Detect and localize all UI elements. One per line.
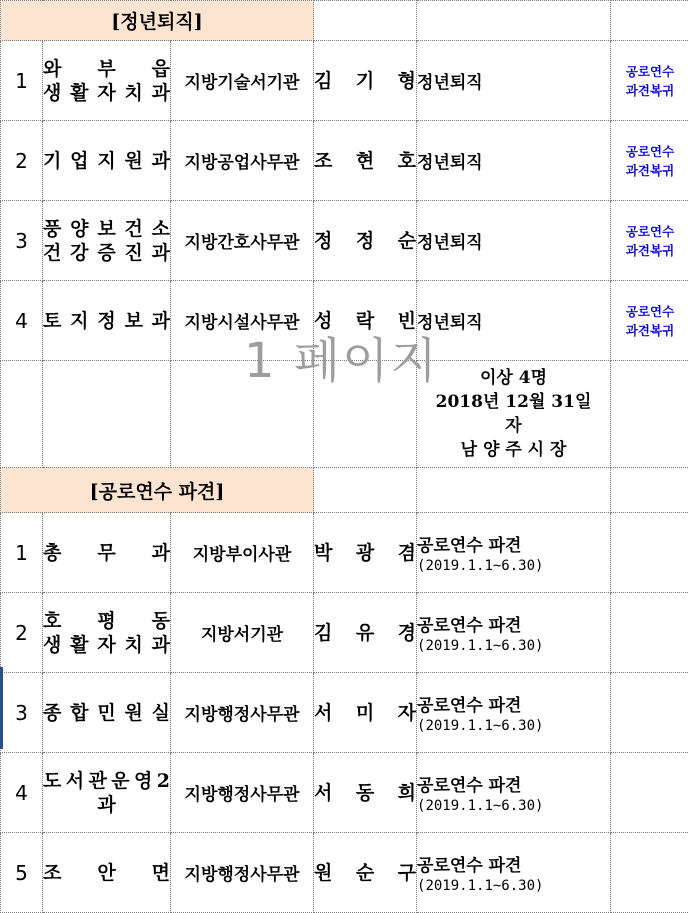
section-title[interactable]: [정년퇴직] [1, 1, 314, 41]
char: 총 [43, 541, 61, 565]
row-number[interactable]: 5 [1, 833, 43, 913]
spaced-text-line [43, 217, 170, 241]
type-label: 정년퇴직 [417, 228, 610, 253]
char: 원 [124, 701, 142, 725]
table-row [1, 753, 689, 833]
department-cell[interactable] [43, 281, 171, 361]
char: 조 [43, 861, 61, 885]
spaced-text-line [314, 701, 416, 725]
empty-cell[interactable] [171, 361, 314, 468]
department-cell[interactable] [43, 121, 171, 201]
char: 활 [70, 633, 88, 657]
char: 서 [314, 781, 332, 805]
note-line: 과견복귀 [611, 321, 689, 340]
char: 정 [97, 309, 115, 333]
empty-cell[interactable] [611, 1, 689, 41]
page-watermark: 1 페이지 [244, 322, 439, 391]
empty-cell[interactable] [611, 468, 689, 513]
name-cell[interactable] [314, 121, 417, 201]
spaced-text-line [314, 149, 416, 173]
type-label: 공로연수 파견 [417, 611, 610, 636]
spaced-text-line [43, 861, 170, 885]
rank-cell[interactable]: 지방서기관 [171, 593, 314, 673]
char: 부 [97, 57, 115, 81]
name-cell[interactable] [314, 201, 417, 281]
spaced-text-line [43, 309, 170, 333]
char: 업 [70, 149, 88, 173]
note-cell[interactable] [611, 673, 689, 753]
empty-cell[interactable] [1, 361, 43, 468]
note-cell[interactable] [611, 513, 689, 593]
note-cell[interactable] [611, 753, 689, 833]
char: 과 [152, 309, 170, 333]
period-label: (2019.1.1~6.30) [417, 718, 610, 734]
period-label: (2019.1.1~6.30) [417, 878, 610, 894]
char: 과 [152, 633, 170, 657]
type-label: 공로연수 파견 [417, 691, 610, 716]
period-label: (2019.1.1~6.30) [417, 798, 610, 814]
char: 민 [97, 701, 115, 725]
char: 치 [124, 633, 142, 657]
char: 소 [152, 217, 170, 241]
type-label: 공로연수 파견 [417, 531, 610, 556]
char: 합 [70, 701, 88, 725]
rank-cell[interactable]: 지방기술서기관 [171, 41, 314, 121]
char: 동 [152, 609, 170, 633]
char: 평 [97, 609, 115, 633]
char: 보 [97, 217, 115, 241]
rank-cell[interactable]: 지방공업사무관 [171, 121, 314, 201]
table-row [1, 513, 689, 593]
empty-cell[interactable] [611, 361, 689, 468]
char: 종 [43, 701, 61, 725]
char: 영 [134, 769, 152, 793]
table-row [1, 833, 689, 913]
type-label: 정년퇴직 [417, 68, 610, 93]
note-cell[interactable] [611, 833, 689, 913]
char: 구 [398, 861, 416, 885]
name-cell[interactable] [314, 593, 417, 673]
department-cell[interactable] [43, 833, 171, 913]
char: 동 [356, 781, 374, 805]
note-cell[interactable] [611, 593, 689, 673]
char: 도 [43, 769, 61, 793]
row-number[interactable]: 2 [1, 593, 43, 673]
type-cell[interactable] [417, 201, 611, 281]
name-cell[interactable] [314, 753, 417, 833]
row-number[interactable]: 2 [1, 121, 43, 201]
spaced-text-line [314, 69, 416, 93]
char: 박 [314, 541, 332, 565]
char: 무 [97, 541, 115, 565]
char: 와 [43, 57, 61, 81]
char: 관 [89, 769, 107, 793]
spaced-text-line [43, 541, 170, 565]
type-label: 정년퇴직 [417, 308, 610, 333]
char: 건 [124, 217, 142, 241]
row-number[interactable]: 4 [1, 281, 43, 361]
table-row [1, 281, 689, 361]
char: 서 [314, 701, 332, 725]
char: 생 [43, 81, 61, 105]
char: 유 [356, 621, 374, 645]
note-cell[interactable] [611, 121, 689, 201]
char: 풍 [43, 217, 61, 241]
rank-cell[interactable]: 지방간호사무관 [171, 201, 314, 281]
type-label: 공로연수 파견 [417, 851, 610, 876]
section-header-row [1, 468, 689, 513]
rank-cell[interactable]: 지방행정사무관 [171, 833, 314, 913]
char: 김 [314, 69, 332, 93]
spaced-text-line [43, 609, 170, 633]
name-cell[interactable] [314, 281, 417, 361]
spaced-text-line [43, 57, 170, 81]
section-header-row [1, 1, 689, 41]
char: 실 [152, 701, 170, 725]
section-title[interactable]: [공로연수 파견] [1, 468, 314, 513]
name-cell[interactable] [314, 833, 417, 913]
note-line: 과견복귀 [611, 241, 689, 260]
char: 락 [356, 309, 374, 333]
summary-cell[interactable] [417, 361, 611, 468]
spaced-text-line [314, 309, 416, 333]
note-cell[interactable] [611, 281, 689, 361]
char: 과 [152, 241, 170, 265]
table-row [1, 593, 689, 673]
table-row [1, 673, 689, 753]
empty-cell[interactable] [314, 1, 417, 41]
empty-cell[interactable] [314, 361, 417, 468]
rank-cell[interactable]: 지방행정사무관 [171, 673, 314, 753]
department-cell[interactable] [43, 753, 171, 833]
char: 기 [43, 149, 61, 173]
summary-line: 자 [417, 414, 610, 438]
char: 과 [152, 541, 170, 565]
char: 자 [97, 633, 115, 657]
char: 김 [314, 621, 332, 645]
note-line: 과견복귀 [611, 161, 689, 180]
row-number[interactable]: 4 [1, 753, 43, 833]
spaced-text-line [314, 621, 416, 645]
char: 광 [356, 541, 374, 565]
spaced-text-line [43, 81, 170, 105]
spaced-text-line [43, 149, 170, 173]
empty-cell[interactable] [43, 361, 171, 468]
spaced-text-line [43, 241, 170, 265]
char: 현 [356, 149, 374, 173]
char: 호 [398, 149, 416, 173]
spaced-text-line [43, 701, 170, 725]
type-cell[interactable] [417, 41, 611, 121]
char: 형 [398, 69, 416, 93]
char: 지 [70, 309, 88, 333]
department-cell[interactable] [43, 513, 171, 593]
type-label: 정년퇴직 [417, 148, 610, 173]
summary-line: 2018년 12월 31일 [417, 390, 610, 414]
type-cell[interactable] [417, 281, 611, 361]
note-line: 과견복귀 [611, 81, 689, 100]
char: 자 [398, 701, 416, 725]
spaced-text-line [314, 861, 416, 885]
row-number[interactable]: 3 [1, 673, 43, 753]
period-label: (2019.1.1~6.30) [417, 638, 610, 654]
type-cell[interactable] [417, 833, 611, 913]
char: 조 [314, 149, 332, 173]
name-cell[interactable] [314, 41, 417, 121]
char: 정 [314, 229, 332, 253]
department-cell[interactable] [43, 673, 171, 753]
department-cell[interactable] [43, 201, 171, 281]
note-line: 공로연수 [611, 142, 689, 161]
department-cell[interactable] [43, 41, 171, 121]
char: 희 [398, 781, 416, 805]
char: 과 [152, 81, 170, 105]
period-label: (2019.1.1~6.30) [417, 558, 610, 574]
spaced-text-line [314, 229, 416, 253]
char: 빈 [398, 309, 416, 333]
spaced-text-line: 과 [43, 793, 170, 817]
note-line: 공로연수 [611, 62, 689, 81]
rank-cell[interactable]: 지방부이사관 [171, 513, 314, 593]
summary-line: 이상 4명 [417, 366, 610, 390]
note-line: 공로연수 [611, 222, 689, 241]
char: 건 [43, 241, 61, 265]
char: 토 [43, 309, 61, 333]
char: 원 [314, 861, 332, 885]
char: 운 [111, 769, 129, 793]
char: 치 [124, 81, 142, 105]
row-number[interactable]: 3 [1, 201, 43, 281]
row-number[interactable]: 1 [1, 41, 43, 121]
summary-row [1, 361, 689, 468]
char: 활 [70, 81, 88, 105]
char: 안 [97, 861, 115, 885]
char: 겸 [398, 541, 416, 565]
char: 정 [356, 229, 374, 253]
type-cell[interactable] [417, 513, 611, 593]
note-cell[interactable] [611, 41, 689, 121]
empty-cell[interactable] [417, 468, 611, 513]
char: 양 [70, 217, 88, 241]
spaced-text-line [43, 633, 170, 657]
char: 경 [398, 621, 416, 645]
type-cell[interactable] [417, 673, 611, 753]
char: 2 [157, 769, 170, 793]
type-cell[interactable] [417, 753, 611, 833]
rank-cell[interactable]: 지방시설사무관 [171, 281, 314, 361]
char: 강 [70, 241, 88, 265]
char: 진 [124, 241, 142, 265]
note-line: 공로연수 [611, 302, 689, 321]
table-row [1, 41, 689, 121]
char: 미 [356, 701, 374, 725]
type-cell[interactable] [417, 593, 611, 673]
char: 순 [398, 229, 416, 253]
row-number[interactable]: 1 [1, 513, 43, 593]
summary-line: 남 양 주 시 장 [417, 438, 610, 462]
department-cell[interactable] [43, 593, 171, 673]
empty-cell[interactable] [417, 1, 611, 41]
spaced-text-line [43, 769, 170, 793]
char: 순 [356, 861, 374, 885]
table-row [1, 201, 689, 281]
name-cell[interactable] [314, 673, 417, 753]
row-selection-marker [0, 667, 3, 749]
note-cell[interactable] [611, 201, 689, 281]
spaced-text-line [314, 781, 416, 805]
char: 증 [97, 241, 115, 265]
char: 지 [97, 149, 115, 173]
char: 서 [66, 769, 84, 793]
char: 과 [152, 149, 170, 173]
rank-cell[interactable]: 지방행정사무관 [171, 753, 314, 833]
char: 보 [124, 309, 142, 333]
table-row [1, 121, 689, 201]
char: 자 [97, 81, 115, 105]
char: 생 [43, 633, 61, 657]
name-cell[interactable] [314, 513, 417, 593]
char: 호 [43, 609, 61, 633]
char: 기 [356, 69, 374, 93]
char: 읍 [152, 57, 170, 81]
char: 성 [314, 309, 332, 333]
char: 원 [124, 149, 142, 173]
type-label: 공로연수 파견 [417, 771, 610, 796]
spaced-text-line [314, 541, 416, 565]
char: 면 [152, 861, 170, 885]
empty-cell[interactable] [314, 468, 417, 513]
type-cell[interactable] [417, 121, 611, 201]
